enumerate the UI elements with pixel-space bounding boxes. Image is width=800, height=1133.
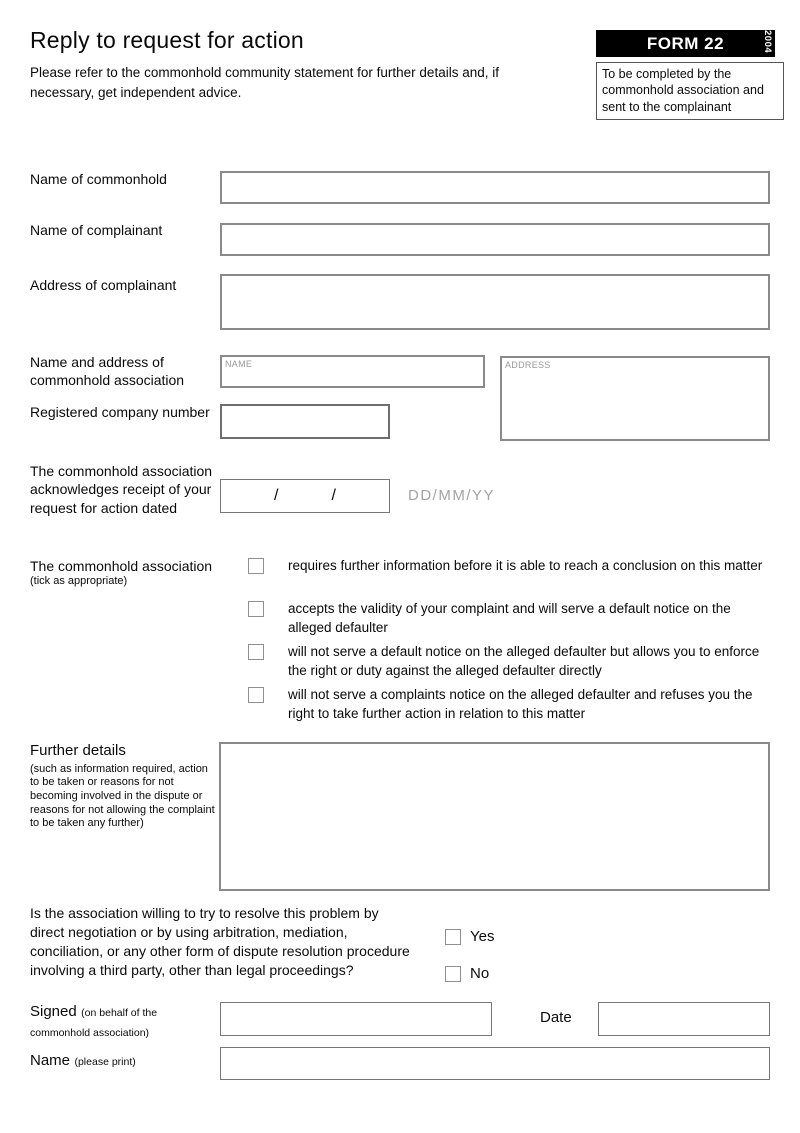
name-of-commonhold-label: Name of commonhold [30, 171, 167, 187]
name-of-commonhold-input[interactable] [220, 171, 770, 204]
further-details-sublabel: (such as information required, action to be taken or reasons for not becoming involved in the dispute or reasons for not allowing the complaint to be taken any further) [30, 762, 215, 830]
option-1-text: requires further information before it is able to reach a conclusion on this matter [288, 558, 763, 573]
registered-company-number-input[interactable] [220, 404, 390, 439]
signed-sublabel: (on behalf of the commonhold association) [30, 1007, 158, 1039]
completion-note: To be completed by the commonhold association and sent to the complainant [596, 62, 784, 120]
resolution-question-text: Is the association willing to try to resolve this problem by direct negotiation or by using arbitration, mediation, conciliation, or any other form of dispute resolution procedure involving a third party, other than legal proceedings? [30, 905, 410, 979]
receipt-date-input[interactable] [220, 479, 390, 513]
form-year-label: 2004 [762, 30, 773, 54]
date-separator: / [331, 487, 336, 504]
print-name-sublabel: (please print) [74, 1056, 136, 1068]
print-name-label-group [30, 1051, 215, 1071]
yes-checkbox[interactable] [445, 929, 461, 945]
yes-label: Yes [470, 928, 495, 945]
print-name-input[interactable] [220, 1047, 770, 1080]
signature-date-input[interactable] [598, 1002, 770, 1036]
association-name-caption: NAME [225, 359, 253, 369]
option-4-checkbox[interactable] [248, 687, 264, 703]
association-name-input[interactable] [220, 355, 485, 388]
date-separator: / [274, 487, 279, 504]
signed-label: Signed [30, 1003, 77, 1020]
association-address-caption: ADDRESS [505, 360, 551, 370]
option-1-checkbox[interactable] [248, 558, 264, 574]
tick-section-label-group [30, 557, 215, 589]
name-of-complainant-label: Name of complainant [30, 222, 163, 238]
form-number-badge [596, 30, 775, 57]
address-of-complainant-label: Address of complainant [30, 277, 177, 293]
receipt-date-label: The commonhold association acknowledges receipt of your request for action dated [30, 463, 213, 516]
date-label: Date [540, 1009, 572, 1026]
option-3-checkbox[interactable] [248, 644, 264, 660]
print-name-label: Name [30, 1052, 71, 1069]
option-4-text: will not serve a complaints notice on the alleged defaulter and refuses you the right to take further action in relation to this matter [288, 687, 753, 721]
signed-input[interactable] [220, 1002, 492, 1036]
further-details-label: Further details [30, 742, 126, 759]
tick-section-sublabel: (tick as appropriate) [30, 575, 128, 588]
tick-section-label: The commonhold association [30, 558, 213, 574]
name-of-complainant-input[interactable] [220, 223, 770, 256]
address-of-complainant-input[interactable] [220, 274, 770, 330]
signed-label-group [30, 1002, 215, 1042]
further-details-label-group [30, 741, 218, 831]
option-2-text: accepts the validity of your complaint and will serve a default notice on the alleged defaulter [288, 601, 731, 635]
option-2-checkbox[interactable] [248, 601, 264, 617]
date-format-hint: DD/MM/YY [408, 487, 495, 504]
no-checkbox[interactable] [445, 966, 461, 982]
page-title: Reply to request for action [30, 27, 304, 53]
association-name-address-label: Name and address of commonhold association [30, 354, 185, 389]
further-details-input[interactable] [219, 742, 770, 891]
no-label: No [470, 965, 490, 982]
option-3-text: will not serve a default notice on the alleged defaulter but allows you to enforce the right or duty against the alleged defaulter directly [288, 644, 760, 678]
intro-text: Please refer to the commonhold community statement for further details and, if necessary, get independent advice. [30, 65, 499, 100]
registered-company-number-label: Registered company number [30, 404, 210, 420]
association-address-input[interactable] [500, 356, 770, 441]
form-number-label: FORM 22 [646, 33, 725, 53]
